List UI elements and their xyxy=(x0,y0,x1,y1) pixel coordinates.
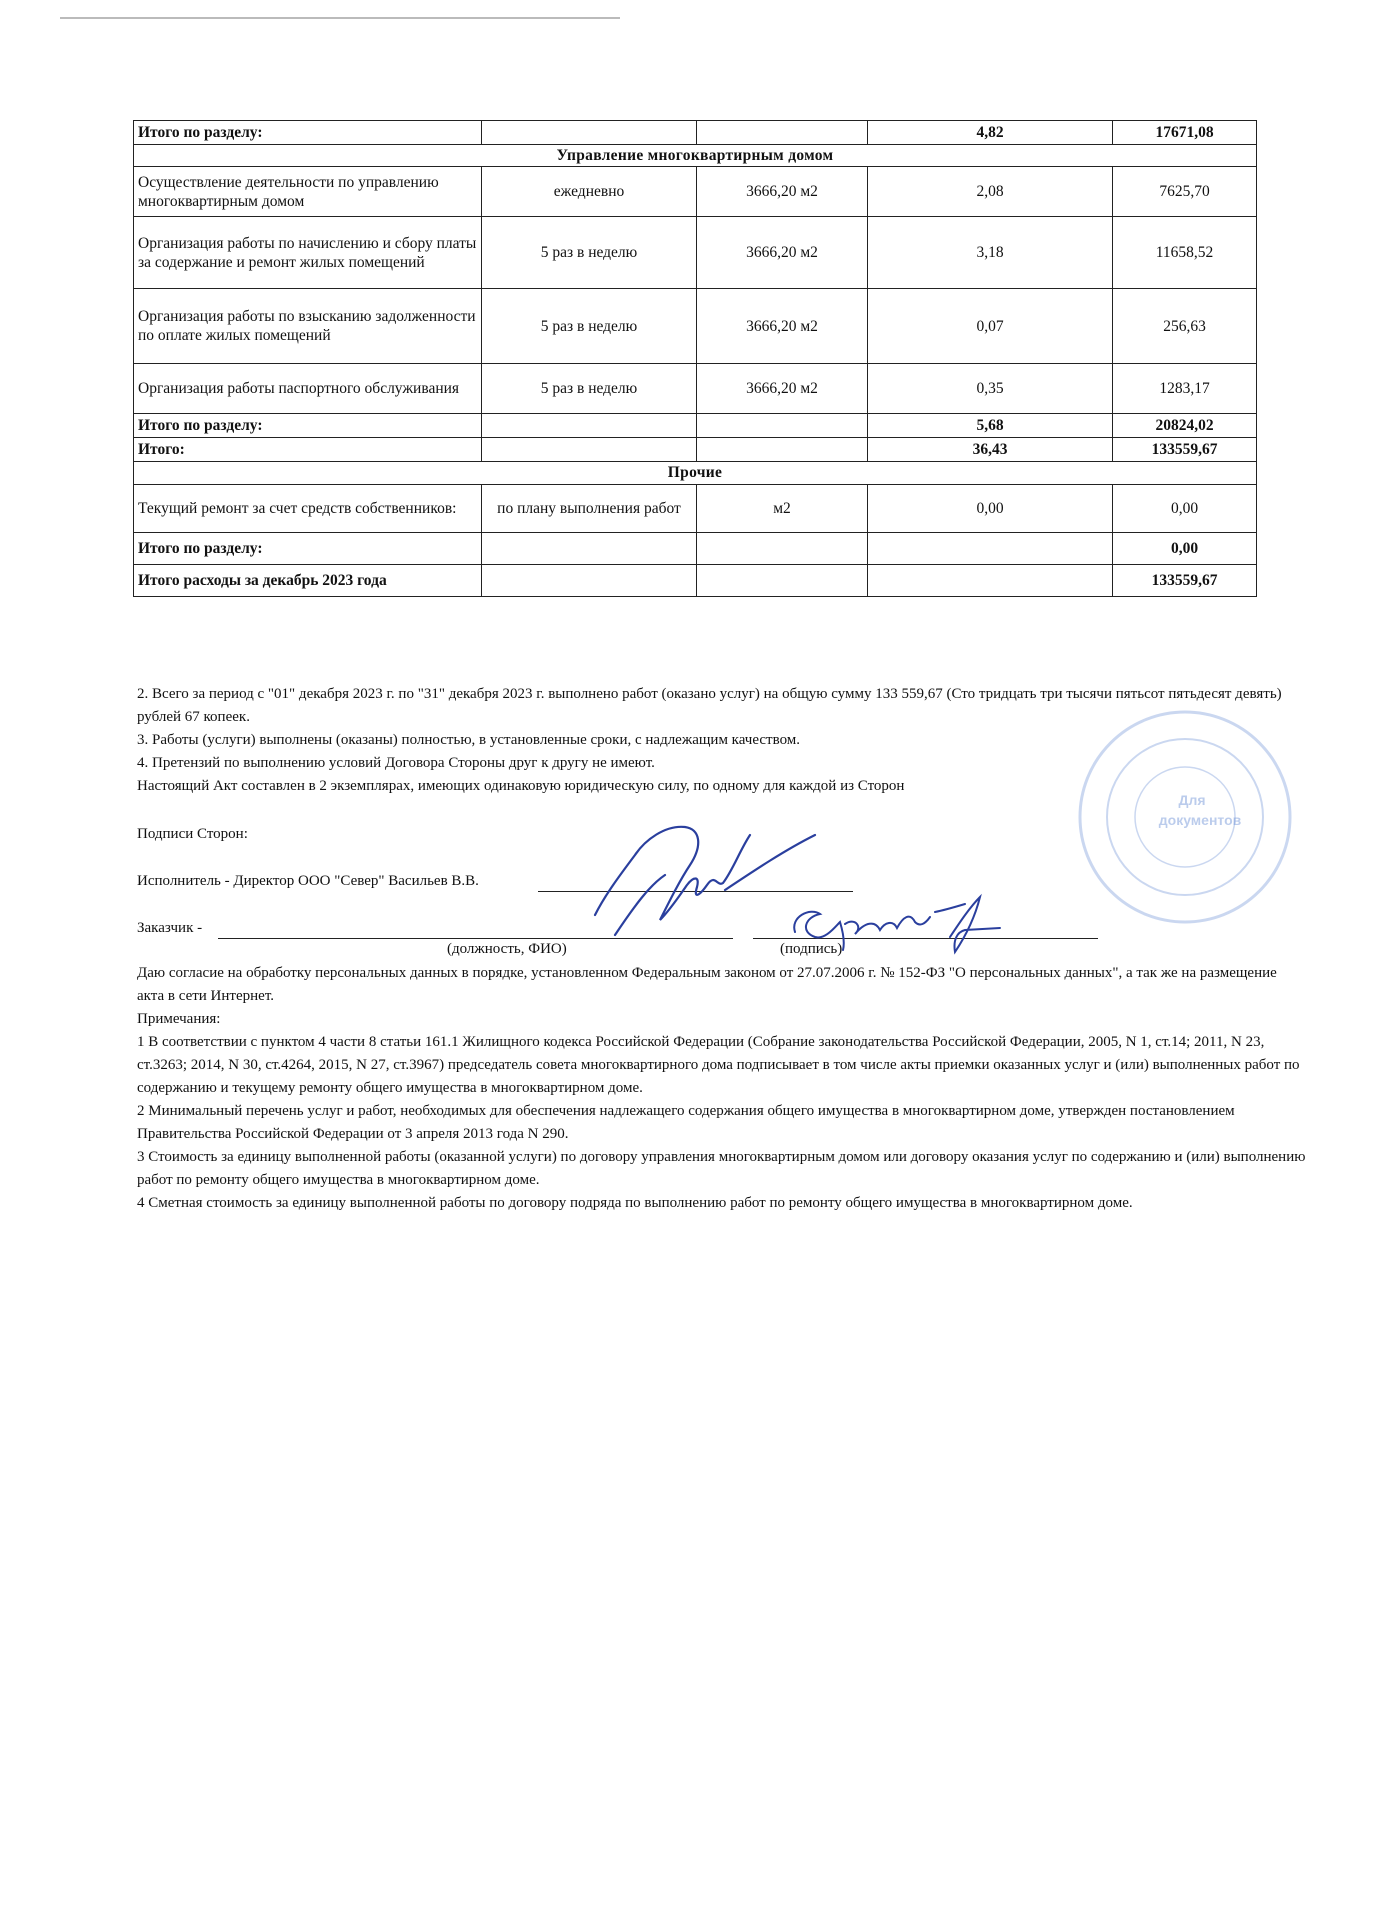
other-total-sum: 0,00 xyxy=(1113,532,1257,564)
mgmt-total-rate: 5,68 xyxy=(868,414,1113,438)
row-rate: 0,00 xyxy=(868,484,1113,532)
row-name: Текущий ремонт за счет средств собственников: xyxy=(134,484,482,532)
row-qty: 3666,20 м2 xyxy=(697,217,868,289)
table-row xyxy=(134,484,1257,532)
row-sum: 256,63 xyxy=(1113,289,1257,364)
note-item: 2 Минимальный перечень услуг и работ, необходимых для обеспечения надлежащего содержания общего имущества в многоквартирном доме, утвержден постановлением Правительства Российской Федерации от 3 апреля 2013 года N 290. xyxy=(137,1103,1235,1142)
row-period: по плану выполнения работ xyxy=(482,484,697,532)
mgmt-total-label: Итого по разделу: xyxy=(134,414,482,438)
customer-label: Заказчик - xyxy=(137,920,203,936)
consent-and-notes xyxy=(137,962,1307,1215)
row-period: 5 раз в неделю xyxy=(482,364,697,414)
executor-label: Исполнитель - Директор ООО "Север" Васильев В.В. xyxy=(137,873,479,889)
row-qty: 3666,20 м2 xyxy=(697,289,868,364)
stamp-seal xyxy=(1070,705,1300,930)
top-total-sum: 17671,08 xyxy=(1113,121,1257,145)
final-total-sum: 133559,67 xyxy=(1113,564,1257,596)
row-sum: 1283,17 xyxy=(1113,364,1257,414)
top-total-label: Итого по разделу: xyxy=(134,121,482,145)
signature-caption: (подпись) xyxy=(780,941,843,957)
row-qty: 3666,20 м2 xyxy=(697,167,868,217)
note-item: 3 Стоимость за единицу выполненной работы (оказанной услуги) по договору управления многоквартирным домом или договору оказания услуг по содержанию и (или) выполнению работ по ремонту общего имущества в многоквартирном доме. xyxy=(137,1149,1306,1188)
table-row xyxy=(134,364,1257,414)
row-sum: 11658,52 xyxy=(1113,217,1257,289)
note-item: 4 Сметная стоимость за единицу выполненной работы по договору подряда по выполнению работ по ремонту общего имущества в многоквартирном доме. xyxy=(137,1195,1133,1211)
row-period: 5 раз в неделю xyxy=(482,289,697,364)
stamp-line1: Для xyxy=(1178,792,1206,808)
paragraph-claims: 4. Претензий по выполнению условий Договора Стороны друг к другу не имеют. xyxy=(137,755,655,771)
grand-total-rate: 36,43 xyxy=(868,438,1113,462)
services-table xyxy=(133,120,1257,597)
row-period: ежедневно xyxy=(482,167,697,217)
row-rate: 0,35 xyxy=(868,364,1113,414)
row-name: Организация работы по взысканию задолженности по оплате жилых помещений xyxy=(134,289,482,364)
note-item: 1 В соответствии с пунктом 4 части 8 статьи 161.1 Жилищного кодекса Российской Федерации (Собрание законодательства Российской Федерации, 2005, N 1, ст.14; 2011, N 23, ст.3263; 2014, N 30, ст.4264, 2015, N 27, ст.3967) председатель совета многоквартирного дома подписывает в том числе акты приемки оказанных услуг и (или) выполненных работ по содержанию и текущему ремонту общего имущества в многоквартирном доме. xyxy=(137,1034,1300,1096)
row-qty: 3666,20 м2 xyxy=(697,364,868,414)
paragraph-total-sum: 2. Всего за период с "01" декабря 2023 г. по "31" декабря 2023 г. выполнено работ (оказано услуг) на общую сумму 133 559,67 (Сто тридцать три тысячи пятьсот пятьдесят девять) рублей 67 копеек. xyxy=(137,686,1282,725)
position-caption: (должность, ФИО) xyxy=(447,941,567,957)
row-name: Осуществление деятельности по управлению многоквартирным домом xyxy=(134,167,482,217)
section-header-mgmt xyxy=(134,145,1257,167)
row-rate: 0,07 xyxy=(868,289,1113,364)
other-total-label: Итого по разделу: xyxy=(134,532,482,564)
final-total-label: Итого расходы за декабрь 2023 года xyxy=(134,564,482,596)
paragraph-quality: 3. Работы (услуги) выполнены (оказаны) полностью, в установленные сроки, с надлежащим качеством. xyxy=(137,732,801,748)
consent-text: Даю согласие на обработку персональных данных в порядке, установленном Федеральным законом от 27.07.2006 г. № 152-ФЗ "О персональных данных", а так же на размещение акта в сети Интернет. xyxy=(137,965,1277,1004)
signatures-heading: Подписи Сторон: xyxy=(137,826,248,842)
customer-signature xyxy=(785,892,1015,957)
row-rate: 2,08 xyxy=(868,167,1113,217)
table-row-final-total xyxy=(134,564,1257,596)
top-rule xyxy=(60,17,620,19)
table-row xyxy=(134,289,1257,364)
row-name: Организация работы паспортного обслуживания xyxy=(134,364,482,414)
table-row xyxy=(134,167,1257,217)
mgmt-total-sum: 20824,02 xyxy=(1113,414,1257,438)
row-name: Организация работы по начислению и сбору платы за содержание и ремонт жилых помещений xyxy=(134,217,482,289)
table-row-grand-total xyxy=(134,438,1257,462)
section-header-other xyxy=(134,462,1257,484)
row-sum: 7625,70 xyxy=(1113,167,1257,217)
notes-heading: Примечания: xyxy=(137,1011,221,1027)
section-mgmt-title: Управление многоквартирным домом xyxy=(134,145,1257,167)
grand-total-label: Итого: xyxy=(134,438,482,462)
grand-total-sum: 133559,67 xyxy=(1113,438,1257,462)
table-row-mgmt-total xyxy=(134,414,1257,438)
table-row-top-total xyxy=(134,121,1257,145)
table-row xyxy=(134,217,1257,289)
paragraph-copies: Настоящий Акт составлен в 2 экземплярах, имеющих одинаковую юридическую силу, по одному для каждой из Сторон xyxy=(137,778,905,794)
row-sum: 0,00 xyxy=(1113,484,1257,532)
row-rate: 3,18 xyxy=(868,217,1113,289)
section-other-title: Прочие xyxy=(134,462,1257,484)
table-row-other-total xyxy=(134,532,1257,564)
top-total-rate: 4,82 xyxy=(868,121,1113,145)
row-period: 5 раз в неделю xyxy=(482,217,697,289)
stamp-line2: документов xyxy=(1158,812,1242,828)
row-qty: м2 xyxy=(697,484,868,532)
